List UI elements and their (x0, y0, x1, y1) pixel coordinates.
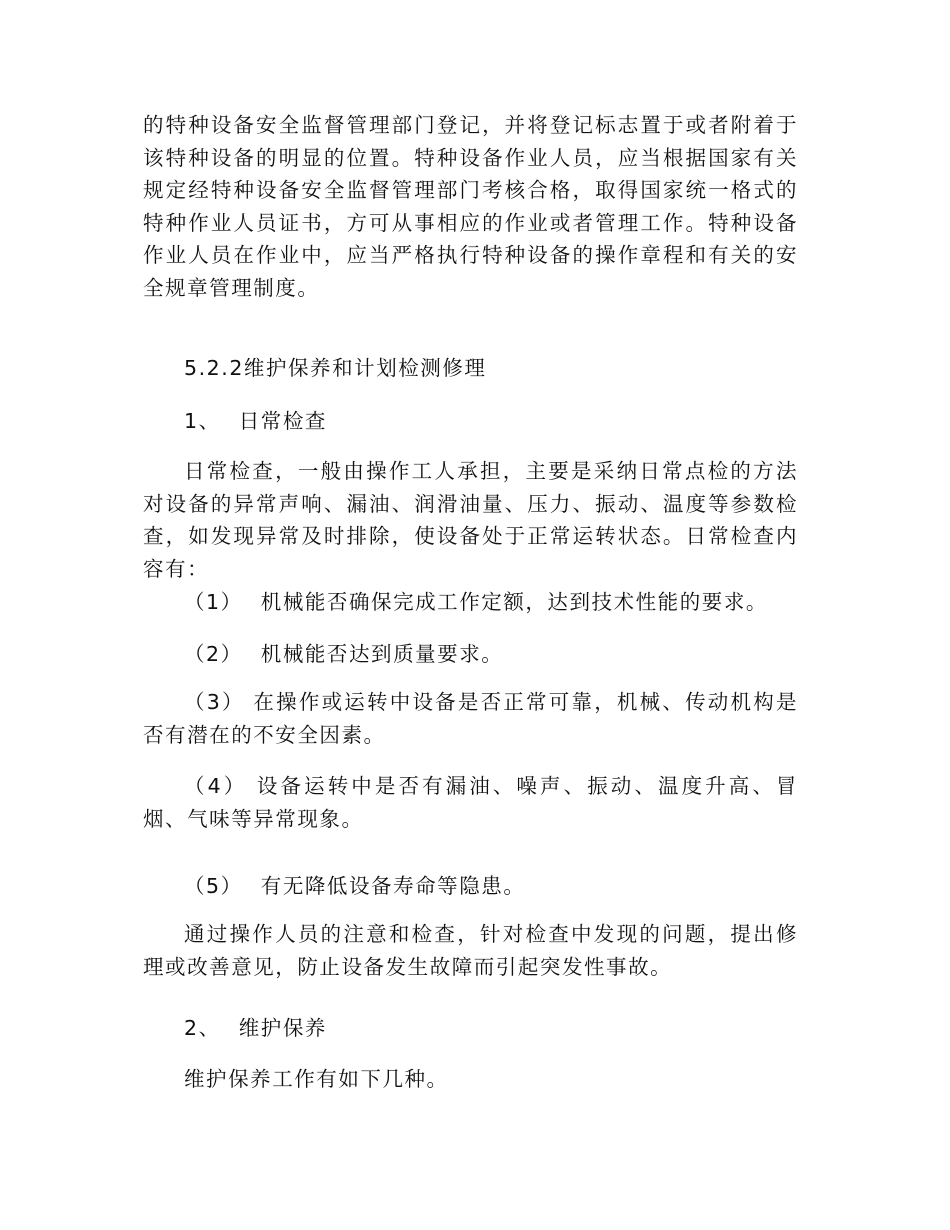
list-item-5 (184, 869, 525, 899)
list-item-1 (184, 585, 768, 615)
heading-text: 5.2.2维护保养和计划检测修理 (184, 356, 487, 380)
section-1-heading (184, 404, 327, 434)
list-text: （4） 设备运转中是否有漏油、噪声、振动、温度升高、冒烟、气味等异常现象。 (143, 774, 798, 831)
list-item-3 (143, 686, 798, 751)
list-number: （5） (184, 874, 243, 898)
list-item-2 (184, 637, 503, 667)
paragraph-maintenance-intro (184, 1062, 449, 1092)
paragraph-daily-inspection (143, 455, 798, 585)
list-number: （1） (184, 590, 243, 614)
list-text: 有无降低设备寿命等隐患。 (260, 874, 526, 898)
section-2-heading (184, 1011, 327, 1041)
paragraph-text: 日常检查，一般由操作工人承担，主要是采纳日常点检的方法对设备的异常声响、漏油、润滑油量、压力、振动、温度等参数检查，如发现异常及时排除，使设备处于正常运转状态。日常检查内容有： (143, 459, 798, 581)
list-item-4 (143, 770, 798, 835)
paragraph-text: 维护保养工作有如下几种。 (184, 1067, 449, 1091)
list-text: （3） 在操作或运转中设备是否正常可靠，机械、传动机构是否有潜在的不安全因素。 (143, 690, 798, 747)
paragraph-text: 的特种设备安全监督管理部门登记，并将登记标志置于或者附着于该特种设备的明显的位置。特种设备作业人员，应当根据国家有关规定经特种设备安全监督管理部门考核合格，取得国家统一格式的特种作业人员证书，方可从事相应的作业或者管理工作。特种设备作业人员在作业中，应当严格执行特种设备的操作章程和有关的安全规章管理制度。 (143, 113, 798, 300)
section-number: 2、 (184, 1016, 221, 1040)
list-text: 机械能否达到质量要求。 (260, 642, 504, 666)
paragraph-registration (143, 109, 798, 305)
list-text: 机械能否确保完成工作定额，达到技术性能的要求。 (260, 590, 768, 614)
section-number: 1、 (184, 409, 221, 433)
paragraph-text: 通过操作人员的注意和检查，针对检查中发现的问题，提出修理或改善意见，防止设备发生故障而引起突发性事故。 (143, 922, 798, 979)
section-title: 日常检查 (238, 409, 327, 433)
paragraph-summary (143, 918, 798, 983)
list-number: （2） (184, 642, 243, 666)
heading-5-2-2 (184, 351, 486, 381)
section-title: 维护保养 (238, 1016, 327, 1040)
